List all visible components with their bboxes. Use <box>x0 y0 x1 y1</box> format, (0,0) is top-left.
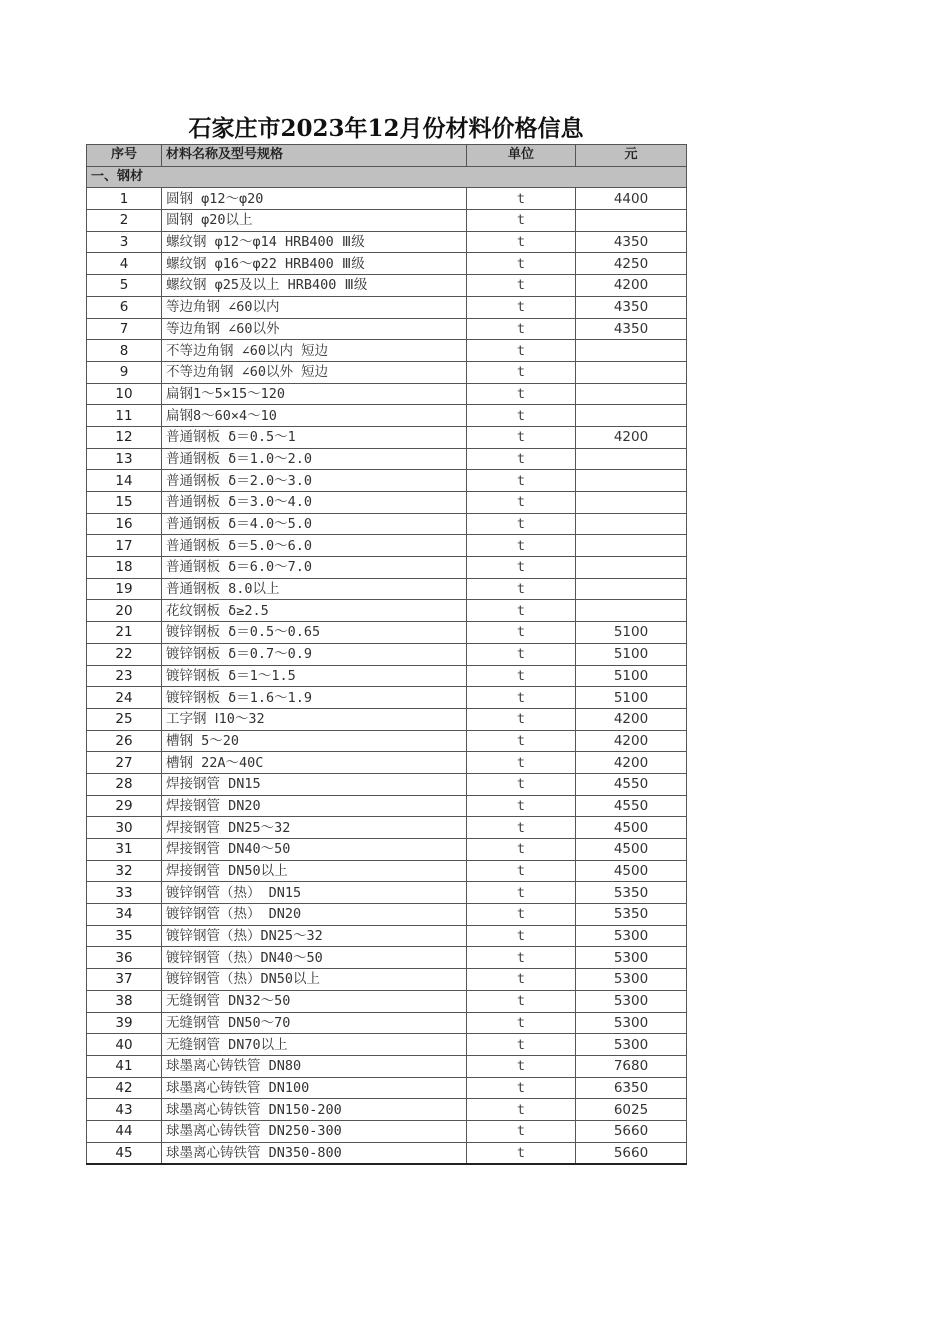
price-cell <box>576 470 687 492</box>
row-number: 26 <box>87 730 162 752</box>
material-name: 镀锌钢管（热） DN20 <box>162 904 467 926</box>
price-cell: 5300 <box>576 925 687 947</box>
unit-cell: t <box>467 795 576 817</box>
table-row <box>87 600 687 622</box>
row-number: 25 <box>87 708 162 730</box>
unit-cell: t <box>467 296 576 318</box>
table-row <box>87 708 687 730</box>
row-number: 8 <box>87 340 162 362</box>
unit-cell: t <box>467 622 576 644</box>
unit-cell: t <box>467 275 576 297</box>
material-name: 镀锌钢管（热）DN50以上 <box>162 969 467 991</box>
table-row <box>87 210 687 232</box>
header-price: 元 <box>576 145 687 167</box>
row-number: 12 <box>87 426 162 448</box>
table-row <box>87 296 687 318</box>
material-name: 焊接钢管 DN50以上 <box>162 860 467 882</box>
unit-cell: t <box>467 1034 576 1056</box>
material-name: 普通钢板 δ＝5.0～6.0 <box>162 535 467 557</box>
unit-cell: t <box>467 188 576 210</box>
material-name: 镀锌钢板 δ＝1～1.5 <box>162 665 467 687</box>
unit-cell: t <box>467 1120 576 1142</box>
unit-cell: t <box>467 492 576 514</box>
unit-cell: t <box>467 773 576 795</box>
material-name: 槽钢 22A～40C <box>162 752 467 774</box>
row-number: 31 <box>87 839 162 861</box>
price-cell: 5300 <box>576 1012 687 1034</box>
material-name: 焊接钢管 DN20 <box>162 795 467 817</box>
price-cell <box>576 361 687 383</box>
material-name: 扁钢1～5×15～120 <box>162 383 467 405</box>
price-cell: 5660 <box>576 1120 687 1142</box>
table-row <box>87 492 687 514</box>
material-name: 普通钢板 δ＝4.0～5.0 <box>162 513 467 535</box>
table-row <box>87 426 687 448</box>
unit-cell: t <box>467 990 576 1012</box>
row-number: 24 <box>87 687 162 709</box>
unit-cell: t <box>467 210 576 232</box>
unit-cell: t <box>467 904 576 926</box>
table-row <box>87 904 687 926</box>
price-cell: 4200 <box>576 708 687 730</box>
row-number: 1 <box>87 188 162 210</box>
table-row <box>87 947 687 969</box>
material-name: 圆钢 φ20以上 <box>162 210 467 232</box>
material-name: 等边角钢 ∠60以外 <box>162 318 467 340</box>
price-cell <box>576 448 687 470</box>
unit-cell: t <box>467 253 576 275</box>
material-name: 普通钢板 δ＝2.0～3.0 <box>162 470 467 492</box>
table-row <box>87 188 687 210</box>
table-row <box>87 817 687 839</box>
price-cell: 5100 <box>576 665 687 687</box>
unit-cell: t <box>467 600 576 622</box>
material-name: 花纹钢板 δ≥2.5 <box>162 600 467 622</box>
unit-cell: t <box>467 1142 576 1164</box>
price-cell <box>576 340 687 362</box>
row-number: 5 <box>87 275 162 297</box>
material-name: 普通钢板 δ＝1.0～2.0 <box>162 448 467 470</box>
unit-cell: t <box>467 535 576 557</box>
header-unit: 单位 <box>467 145 576 167</box>
row-number: 9 <box>87 361 162 383</box>
material-name: 普通钢板 8.0以上 <box>162 578 467 600</box>
table-row <box>87 448 687 470</box>
table-row <box>87 752 687 774</box>
material-name: 镀锌钢板 δ＝0.7～0.9 <box>162 643 467 665</box>
row-number: 20 <box>87 600 162 622</box>
price-cell: 5100 <box>576 643 687 665</box>
material-name: 球墨离心铸铁管 DN100 <box>162 1077 467 1099</box>
table-row <box>87 513 687 535</box>
table-row <box>87 361 687 383</box>
material-name: 镀锌钢板 δ＝1.6～1.9 <box>162 687 467 709</box>
table-row <box>87 1055 687 1077</box>
unit-cell: t <box>467 231 576 253</box>
section-label: 一、钢材 <box>87 166 687 188</box>
table-row <box>87 795 687 817</box>
row-number: 23 <box>87 665 162 687</box>
unit-cell: t <box>467 426 576 448</box>
unit-cell: t <box>467 708 576 730</box>
unit-cell: t <box>467 383 576 405</box>
price-cell <box>576 600 687 622</box>
unit-cell: t <box>467 1077 576 1099</box>
price-cell: 4500 <box>576 860 687 882</box>
table-row <box>87 557 687 579</box>
price-cell: 4350 <box>576 318 687 340</box>
row-number: 37 <box>87 969 162 991</box>
row-number: 3 <box>87 231 162 253</box>
unit-cell: t <box>467 318 576 340</box>
unit-cell: t <box>467 730 576 752</box>
material-name: 槽钢 5～20 <box>162 730 467 752</box>
price-cell: 5300 <box>576 969 687 991</box>
unit-cell: t <box>467 969 576 991</box>
price-cell <box>576 578 687 600</box>
material-name: 球墨离心铸铁管 DN250-300 <box>162 1120 467 1142</box>
price-cell: 4200 <box>576 426 687 448</box>
row-number: 34 <box>87 904 162 926</box>
unit-cell: t <box>467 405 576 427</box>
row-number: 19 <box>87 578 162 600</box>
material-name: 等边角钢 ∠60以内 <box>162 296 467 318</box>
material-name: 球墨离心铸铁管 DN150-200 <box>162 1099 467 1121</box>
table-row <box>87 340 687 362</box>
unit-cell: t <box>467 752 576 774</box>
material-name: 无缝钢管 DN32～50 <box>162 990 467 1012</box>
row-number: 45 <box>87 1142 162 1164</box>
unit-cell: t <box>467 340 576 362</box>
unit-cell: t <box>467 839 576 861</box>
table-row <box>87 470 687 492</box>
material-name: 镀锌钢管（热）DN25～32 <box>162 925 467 947</box>
row-number: 10 <box>87 383 162 405</box>
row-number: 29 <box>87 795 162 817</box>
header-row <box>87 145 687 167</box>
table-row <box>87 253 687 275</box>
row-number: 43 <box>87 1099 162 1121</box>
row-number: 21 <box>87 622 162 644</box>
row-number: 17 <box>87 535 162 557</box>
unit-cell: t <box>467 925 576 947</box>
price-table <box>86 144 687 1165</box>
price-cell: 4250 <box>576 253 687 275</box>
unit-cell: t <box>467 860 576 882</box>
unit-cell: t <box>467 557 576 579</box>
price-cell <box>576 557 687 579</box>
row-number: 27 <box>87 752 162 774</box>
row-number: 18 <box>87 557 162 579</box>
price-cell: 5350 <box>576 882 687 904</box>
table-row <box>87 839 687 861</box>
price-cell: 4200 <box>576 730 687 752</box>
page-title: 石家庄市2023年12月份材料价格信息 <box>188 115 584 142</box>
material-name: 镀锌钢管（热）DN40～50 <box>162 947 467 969</box>
material-name: 工字钢 Ⅰ10～32 <box>162 708 467 730</box>
table-row <box>87 643 687 665</box>
unit-cell: t <box>467 361 576 383</box>
row-number: 41 <box>87 1055 162 1077</box>
unit-cell: t <box>467 665 576 687</box>
section-row <box>87 166 687 188</box>
material-name: 螺纹钢 φ12～φ14 HRB400 Ⅲ级 <box>162 231 467 253</box>
material-name: 螺纹钢 φ16～φ22 HRB400 Ⅲ级 <box>162 253 467 275</box>
material-name: 普通钢板 δ＝3.0～4.0 <box>162 492 467 514</box>
price-cell: 4500 <box>576 839 687 861</box>
table-row <box>87 535 687 557</box>
row-number: 2 <box>87 210 162 232</box>
price-cell: 4550 <box>576 773 687 795</box>
price-cell: 5300 <box>576 947 687 969</box>
price-cell: 5660 <box>576 1142 687 1164</box>
row-number: 39 <box>87 1012 162 1034</box>
material-name: 焊接钢管 DN15 <box>162 773 467 795</box>
row-number: 14 <box>87 470 162 492</box>
price-cell: 4500 <box>576 817 687 839</box>
table-row <box>87 622 687 644</box>
table-row <box>87 578 687 600</box>
row-number: 7 <box>87 318 162 340</box>
row-number: 32 <box>87 860 162 882</box>
table-row <box>87 990 687 1012</box>
price-cell: 5100 <box>576 687 687 709</box>
unit-cell: t <box>467 513 576 535</box>
table-row <box>87 969 687 991</box>
row-number: 28 <box>87 773 162 795</box>
row-number: 30 <box>87 817 162 839</box>
row-number: 6 <box>87 296 162 318</box>
row-number: 44 <box>87 1120 162 1142</box>
row-number: 4 <box>87 253 162 275</box>
price-cell: 4350 <box>576 296 687 318</box>
unit-cell: t <box>467 687 576 709</box>
row-number: 22 <box>87 643 162 665</box>
price-cell: 4200 <box>576 275 687 297</box>
row-number: 13 <box>87 448 162 470</box>
material-name: 焊接钢管 DN40～50 <box>162 839 467 861</box>
price-cell <box>576 383 687 405</box>
unit-cell: t <box>467 817 576 839</box>
unit-cell: t <box>467 448 576 470</box>
table-row <box>87 1034 687 1056</box>
row-number: 36 <box>87 947 162 969</box>
price-cell: 4550 <box>576 795 687 817</box>
table-row <box>87 1120 687 1142</box>
row-number: 40 <box>87 1034 162 1056</box>
price-cell <box>576 210 687 232</box>
material-name: 螺纹钢 φ25及以上 HRB400 Ⅲ级 <box>162 275 467 297</box>
row-number: 42 <box>87 1077 162 1099</box>
table-row <box>87 860 687 882</box>
unit-cell: t <box>467 643 576 665</box>
table-row <box>87 275 687 297</box>
table-row <box>87 1142 687 1164</box>
table-row <box>87 773 687 795</box>
material-name: 镀锌钢板 δ＝0.5～0.65 <box>162 622 467 644</box>
unit-cell: t <box>467 1012 576 1034</box>
table-row <box>87 231 687 253</box>
unit-cell: t <box>467 470 576 492</box>
row-number: 11 <box>87 405 162 427</box>
table-row <box>87 318 687 340</box>
price-cell: 5350 <box>576 904 687 926</box>
header-name: 材料名称及型号规格 <box>162 145 467 167</box>
table-row <box>87 1012 687 1034</box>
price-cell: 7680 <box>576 1055 687 1077</box>
price-cell: 6025 <box>576 1099 687 1121</box>
price-cell: 4400 <box>576 188 687 210</box>
material-name: 焊接钢管 DN25～32 <box>162 817 467 839</box>
unit-cell: t <box>467 947 576 969</box>
row-number: 16 <box>87 513 162 535</box>
table-row <box>87 730 687 752</box>
unit-cell: t <box>467 1099 576 1121</box>
material-name: 镀锌钢管（热） DN15 <box>162 882 467 904</box>
price-cell: 4200 <box>576 752 687 774</box>
price-cell: 5300 <box>576 990 687 1012</box>
row-number: 35 <box>87 925 162 947</box>
material-name: 球墨离心铸铁管 DN350-800 <box>162 1142 467 1164</box>
price-cell <box>576 535 687 557</box>
price-cell: 5100 <box>576 622 687 644</box>
price-cell: 5300 <box>576 1034 687 1056</box>
table-row <box>87 1077 687 1099</box>
table-row <box>87 925 687 947</box>
unit-cell: t <box>467 1055 576 1077</box>
material-name: 不等边角钢 ∠60以外 短边 <box>162 361 467 383</box>
price-cell <box>576 405 687 427</box>
price-cell: 6350 <box>576 1077 687 1099</box>
row-number: 15 <box>87 492 162 514</box>
material-name: 圆钢 φ12～φ20 <box>162 188 467 210</box>
table-row <box>87 882 687 904</box>
row-number: 38 <box>87 990 162 1012</box>
price-cell <box>576 513 687 535</box>
table-row <box>87 665 687 687</box>
material-name: 无缝钢管 DN70以上 <box>162 1034 467 1056</box>
price-cell: 4350 <box>576 231 687 253</box>
table-row <box>87 383 687 405</box>
material-name: 球墨离心铸铁管 DN80 <box>162 1055 467 1077</box>
header-no: 序号 <box>87 145 162 167</box>
table-row <box>87 1099 687 1121</box>
price-cell <box>576 492 687 514</box>
table-row <box>87 405 687 427</box>
row-number: 33 <box>87 882 162 904</box>
material-name: 不等边角钢 ∠60以内 短边 <box>162 340 467 362</box>
material-name: 扁钢8～60×4～10 <box>162 405 467 427</box>
material-name: 普通钢板 δ＝6.0～7.0 <box>162 557 467 579</box>
material-name: 无缝钢管 DN50～70 <box>162 1012 467 1034</box>
material-name: 普通钢板 δ＝0.5～1 <box>162 426 467 448</box>
unit-cell: t <box>467 578 576 600</box>
unit-cell: t <box>467 882 576 904</box>
table-row <box>87 687 687 709</box>
